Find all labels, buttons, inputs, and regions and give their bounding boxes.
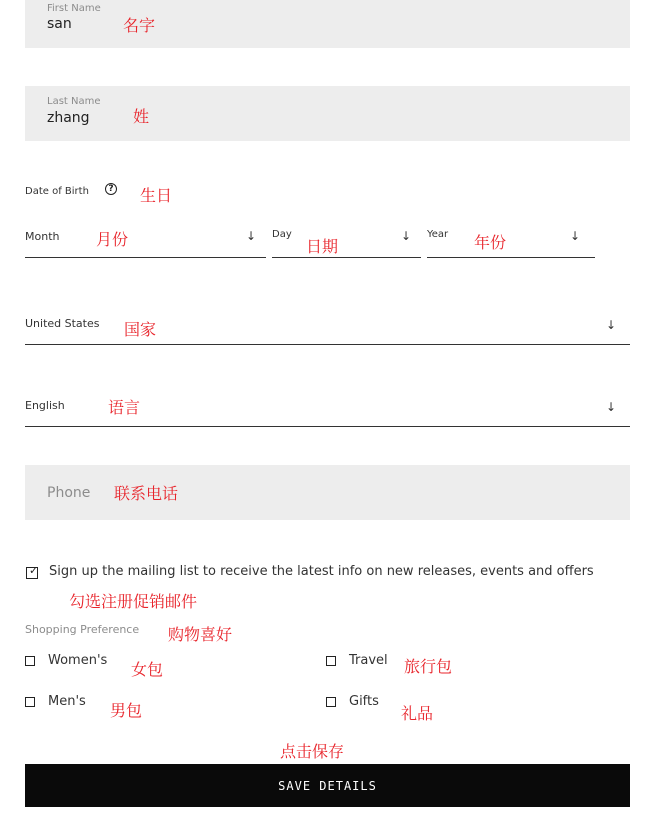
language-annotation: 语言 — [108, 398, 141, 417]
year-label: Year — [427, 229, 449, 240]
last-name-field[interactable] — [25, 86, 630, 141]
help-icon-glyph: ? — [108, 184, 114, 194]
year-select[interactable] — [427, 230, 595, 258]
first-name-value: san — [47, 16, 72, 32]
day-select[interactable] — [272, 230, 421, 258]
gifts-checkbox[interactable] — [326, 697, 336, 707]
preference-annotation: 购物喜好 — [168, 625, 233, 644]
womens-label: Women's — [48, 653, 108, 668]
country-value: United States — [25, 317, 100, 330]
first-name-annotation: 名字 — [123, 16, 156, 35]
mens-label: Men's — [48, 694, 86, 709]
month-annotation: 月份 — [96, 230, 129, 249]
gifts-label: Gifts — [349, 694, 379, 709]
mailing-label: Sign up the mailing list to receive the latest info on new releases, events and offers — [49, 564, 594, 579]
day-chevron-down-icon: ↓ — [400, 229, 411, 243]
language-chevron-down-icon: ↓ — [605, 400, 616, 414]
year-chevron-down-icon: ↓ — [569, 229, 580, 243]
dob-annotation: 生日 — [140, 186, 173, 205]
last-name-annotation: 姓 — [133, 107, 150, 126]
country-select[interactable] — [25, 317, 630, 345]
preference-label: Shopping Preference — [25, 623, 140, 636]
mens-checkbox[interactable] — [25, 697, 35, 707]
phone-annotation: 联系电话 — [114, 484, 179, 503]
month-label: Month — [25, 230, 60, 243]
month-chevron-down-icon: ↓ — [245, 229, 256, 243]
check-icon: ✓ — [29, 564, 39, 577]
travel-checkbox[interactable] — [326, 656, 336, 666]
womens-annotation: 女包 — [131, 660, 164, 679]
year-annotation: 年份 — [474, 233, 507, 252]
country-annotation: 国家 — [124, 320, 157, 339]
phone-placeholder: Phone — [47, 485, 91, 501]
month-select[interactable] — [25, 230, 266, 258]
last-name-value: zhang — [47, 110, 90, 126]
mailing-checkbox[interactable] — [26, 564, 39, 579]
travel-annotation: 旅行包 — [404, 657, 453, 676]
first-name-label: First Name — [47, 3, 101, 14]
womens-checkbox[interactable] — [25, 656, 35, 666]
save-details-button[interactable]: SAVE DETAILS — [25, 764, 630, 807]
first-name-field[interactable] — [25, 0, 630, 48]
last-name-label: Last Name — [47, 96, 101, 107]
mailing-annotation: 勾选注册促销邮件 — [69, 592, 198, 611]
save-annotation: 点击保存 — [280, 742, 345, 761]
travel-label: Travel — [349, 653, 388, 668]
mens-annotation: 男包 — [110, 701, 143, 720]
language-value: English — [25, 399, 65, 412]
country-chevron-down-icon: ↓ — [605, 318, 616, 332]
day-label: Day — [272, 229, 292, 240]
help-icon[interactable] — [105, 183, 117, 195]
day-annotation: 日期 — [306, 237, 339, 256]
gifts-annotation: 礼品 — [401, 704, 434, 723]
dob-label: Date of Birth — [25, 186, 89, 197]
